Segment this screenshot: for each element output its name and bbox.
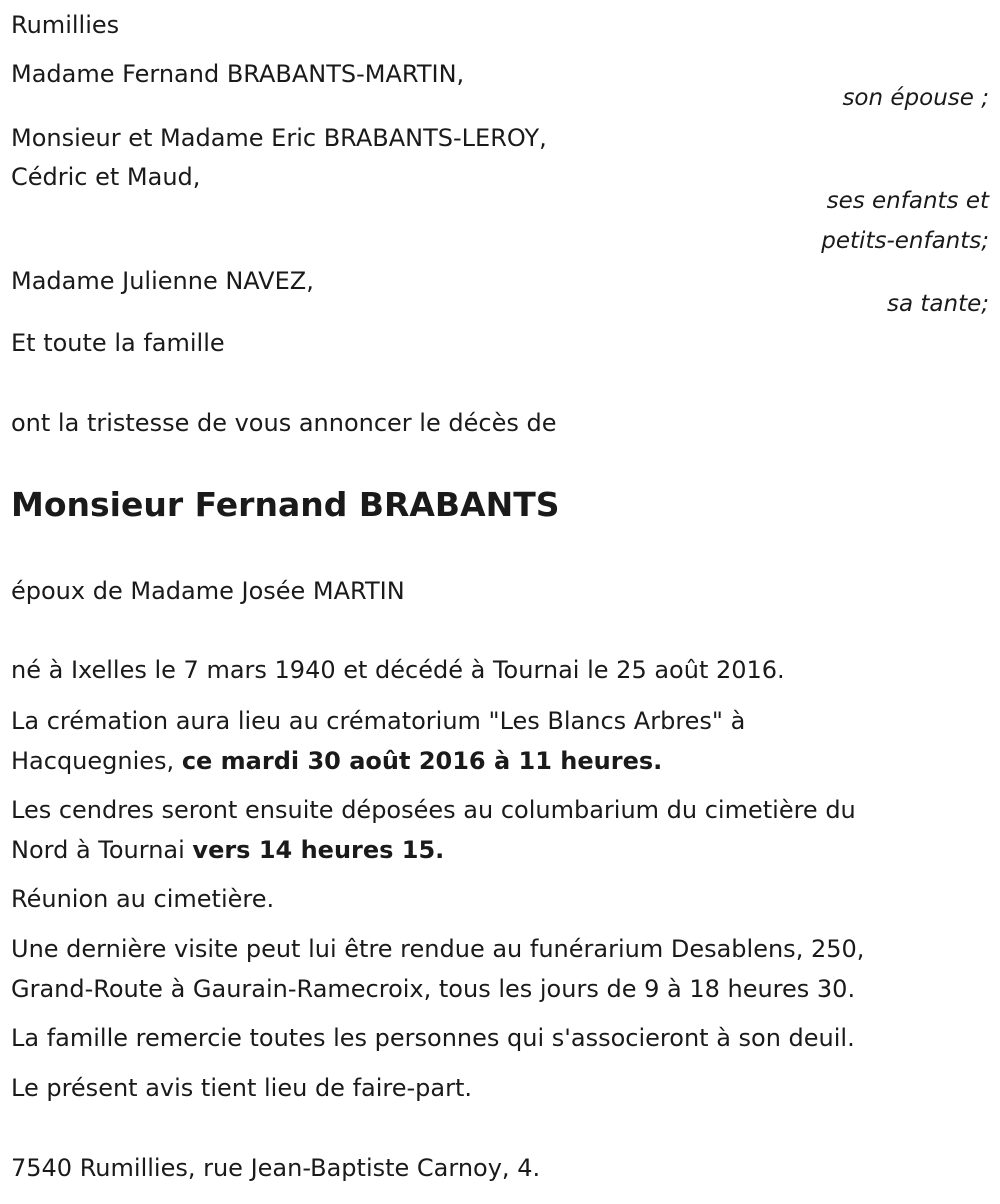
- visit-line-1: Une dernière visite peut lui être rendue au funérarium Desablens, 250,: [11, 935, 865, 963]
- thanks-line: La famille remercie toutes les personnes qui s'associeront à son deuil.: [11, 1024, 855, 1052]
- ashes-line-2: [11, 835, 444, 865]
- address-line: 7540 Rumillies, rue Jean-Baptiste Carnoy, 4.: [11, 1154, 541, 1182]
- spouse-role: son épouse ;: [842, 85, 989, 111]
- spouse-of-line: époux de Madame Josée MARTIN: [11, 577, 405, 605]
- aunt-role: sa tante;: [887, 291, 989, 317]
- children-role-line-2: petits-enfants;: [821, 228, 989, 254]
- locality-heading: Rumillies: [11, 11, 120, 39]
- ashes-place: Nord à Tournai: [11, 836, 193, 864]
- spouse-name: Madame Fernand BRABANTS-MARTIN,: [11, 60, 465, 88]
- deceased-name: Monsieur Fernand BRABANTS: [11, 485, 560, 524]
- birth-death-line: né à Ixelles le 7 mars 1940 et décédé à Tournai le 25 août 2016.: [11, 656, 785, 684]
- meeting-line: Réunion au cimetière.: [11, 885, 275, 913]
- children-line-1: Monsieur et Madame Eric BRABANTS-LEROY,: [11, 124, 547, 152]
- cremation-datetime: ce mardi 30 août 2016 à 11 heures.: [181, 747, 663, 775]
- cremation-place: Hacquegnies,: [11, 747, 182, 775]
- children-line-2: Cédric et Maud,: [11, 163, 201, 191]
- cremation-line-2: [11, 746, 662, 776]
- cremation-line-1: La crémation aura lieu au crématorium "Les Blancs Arbres" à: [11, 707, 746, 735]
- ashes-line-1: Les cendres seront ensuite déposées au columbarium du cimetière du: [11, 796, 856, 824]
- notice-line: Le présent avis tient lieu de faire-part.: [11, 1074, 473, 1102]
- announcement-text: ont la tristesse de vous annoncer le décès de: [11, 409, 557, 437]
- children-role-line-1: ses enfants et: [826, 188, 989, 214]
- visit-line-2: Grand-Route à Gaurain-Ramecroix, tous les jours de 9 à 18 heures 30.: [11, 975, 856, 1003]
- aunt-name: Madame Julienne NAVEZ,: [11, 267, 314, 295]
- family-rest: Et toute la famille: [11, 329, 225, 357]
- ashes-time: vers 14 heures 15.: [192, 836, 445, 864]
